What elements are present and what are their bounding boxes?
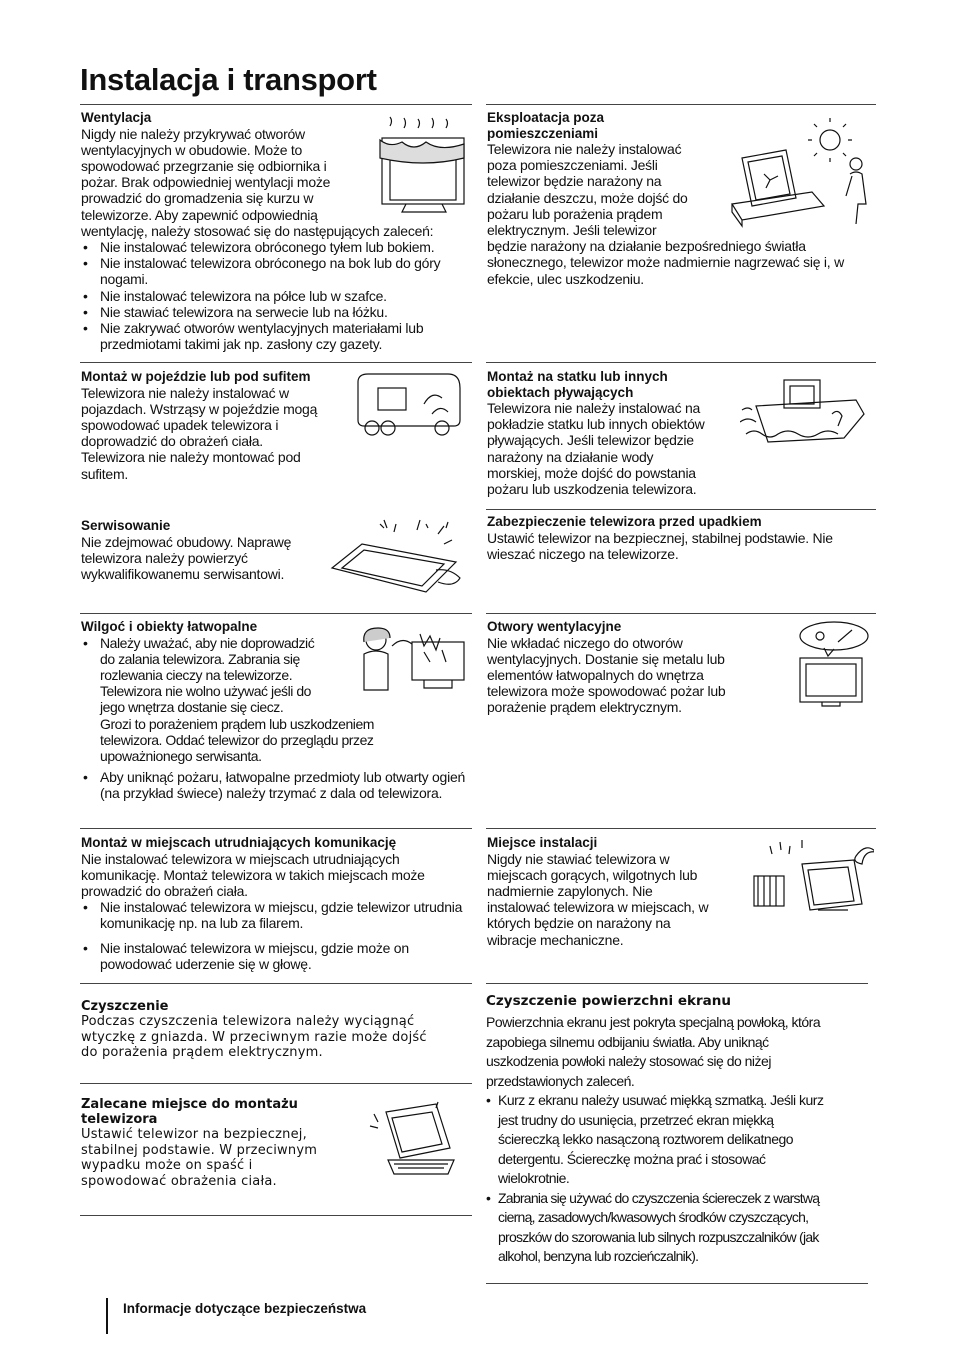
tv-repair-illustration <box>326 518 470 600</box>
section-ekran <box>486 994 881 1267</box>
text-line: Zabrania się używać do czyszczenia ściereczek z warstwą <box>498 1189 820 1206</box>
bullet-list <box>81 239 473 352</box>
text-line: wentylację, należy stosować się do następujących zaleceń: <box>81 222 434 239</box>
text-line: uszkodzenia powłoki należy stosować się do niżej <box>486 1053 771 1069</box>
text-line: Telewizora nie wolno używać jeśli do <box>100 683 312 700</box>
section-heading: telewizora <box>81 1112 158 1127</box>
text-line: telewizorze. Aby zapewnić odpowiednią <box>81 206 318 223</box>
text-line: pożar. Brak odpowiedniej wentylacji może <box>81 174 331 191</box>
list-item: • Należy uważać, aby nie doprowadzić do zalania telewizora. Zabrania się rozlewania cieczy na telewizorze. Telewizora nie wolno używać jeśli do jego wnętrza dostanie się ciecz. Grozi to porażeniem prądem lub uszkodzeniem telewizora. Oddać telewizor do przeglądu przez upoważnionego serwisanta. <box>81 635 473 765</box>
list-item: • Zabrania się używać do czyszczenia ściereczek z warstwą cierną, zasadowych/kwasowych środków czyszczących, proszków do szorowania lub silnych rozpuszczalników (jak alkohol, benzyna lub rozcieńczalnik). <box>486 1189 881 1267</box>
text-line: Grozi to porażeniem prądem lub uszkodzeniem <box>100 715 375 732</box>
text-line: telewizora należy powierzyć <box>81 549 248 566</box>
text-line: telewizor będzie narażony na <box>487 173 662 190</box>
text-line: Telewizora nie należy instalować <box>487 141 682 157</box>
text-line: Nie zdejmować obudowy. Naprawę <box>81 533 292 550</box>
text-line: doprowadzić do obrażeń ciała. <box>81 433 263 450</box>
text-line: sufitem. <box>81 465 129 482</box>
text-line: upoważnionego serwisanta. <box>100 747 262 764</box>
text-line: porażenie prądem elektrycznym. <box>487 699 682 716</box>
list-item: • Nie instalować telewizora na półce lub w szafce. <box>83 287 387 304</box>
divider <box>80 1083 472 1084</box>
bullet-list <box>81 899 473 972</box>
section-serwis <box>81 518 341 582</box>
text-line: jego wnętrza dostanie się ciecz. <box>100 699 284 716</box>
divider <box>80 362 472 363</box>
text-line: pływających. Jeśli telewizor będzie <box>487 432 694 449</box>
vent-openings-illustration <box>794 618 874 710</box>
section-heading: Czyszczenie <box>81 999 169 1014</box>
section-heading: pomieszczeniami <box>487 125 599 141</box>
text-line: jest trudny do usunięcia, przetrzeć ekran miękką <box>498 1111 774 1128</box>
section-heading: Montaż w pojeździe lub pod sufitem <box>81 369 311 384</box>
text-line: spowodować przegrzanie się odbiornika i <box>81 157 327 174</box>
section-miejsce <box>487 835 747 948</box>
section-heading: Montaż na statku lub innych <box>487 369 668 384</box>
text-line: spowodować obrażenia ciała. <box>81 1173 277 1189</box>
text-line: Telewizora nie należy instalować w <box>81 384 289 401</box>
list-item: • Nie zakrywać otworów wentylacyjnych materiałami lub przedmiotami takimi jak np. zasłony czy gazety. <box>83 319 424 353</box>
section-heading: Serwisowanie <box>81 518 171 533</box>
outdoor-tv-illustration <box>728 118 874 230</box>
text-line: spowodować upadek telewizora i <box>81 416 279 433</box>
section-heading: Montaż w miejscach utrudniających komunikację <box>81 835 397 850</box>
page-title: Instalacja i transport <box>80 62 377 97</box>
covered-tv-illustration <box>376 116 472 216</box>
section-heading: Czyszczenie powierzchni ekranu <box>486 993 731 1009</box>
text-line: nadmiernie zapylonych. Nie <box>487 882 653 899</box>
text-line: miejscach gorących, wilgotnych lub <box>487 866 698 883</box>
text-line: ściereczką lekko nasączoną roztworem delikatnego <box>498 1131 794 1147</box>
text-line: wentylacyjnych. Dostanie się metalu lub <box>487 650 725 667</box>
section-heading: Otwory wentylacyjne <box>487 619 622 634</box>
text-line: Nigdy nie stawiać telewizora w <box>487 850 670 867</box>
section-pojazd <box>81 369 351 482</box>
text-line: pokładzie statku lub innych obiektów <box>487 416 705 433</box>
text-line: elektrycznym. Jeśli telewizor <box>487 222 657 239</box>
installation-place-illustration <box>744 836 874 920</box>
list-item: • Aby uniknąć pożaru, łatwopalne przedmioty lub otwarty ogień (na przykład świece) należy trzymać z dala od telewizora. <box>83 769 466 802</box>
text-line: pojazdach. Wstrząsy w pojeździe mogą <box>81 400 318 417</box>
text-line: prowadzić do gromadzenia się kurzu w <box>81 190 314 207</box>
section-heading: Zabezpieczenie telewizora przed upadkiem <box>487 514 762 529</box>
text-line: telewizora może spowodować pożar lub <box>487 683 726 700</box>
divider <box>80 983 472 984</box>
text-line: wibracje mechaniczne. <box>487 931 624 948</box>
list-item: • Nie stawiać telewizora na serwecie lub na łóżku. <box>83 303 388 320</box>
text-line: wielokrotnie. <box>498 1170 570 1186</box>
boat-tv-illustration <box>740 376 872 450</box>
text-line: cierną, zasadowych/kwasowych środków czyszczących, <box>498 1209 809 1225</box>
text-line: narażony na działanie wody <box>487 448 654 465</box>
text-line: proszków do szorowania lub silnych rozpuszczalników (jak <box>498 1228 819 1245</box>
section-heading: Wilgoć i obiekty łatwopalne <box>81 619 258 634</box>
section-heading: Wentylacja <box>81 110 152 125</box>
text-line: wtyczkę z gniazda. W przeciwnym razie może dojść <box>81 1029 427 1045</box>
text-line: wykwalifikowanemu serwisantowi. <box>81 565 285 582</box>
text-line: wypadku może on spaść i <box>81 1158 253 1173</box>
section-upadek <box>487 514 877 562</box>
text-line: działanie deszczu, może dojść do <box>487 189 688 206</box>
divider <box>486 613 876 614</box>
text-line: Ustawić telewizor na bezpiecznej, <box>81 1127 307 1142</box>
text-line: Telewizora nie należy instalować na <box>487 400 701 416</box>
text-line: Należy uważać, aby nie doprowadzić <box>100 634 315 651</box>
section-heading: Miejsce instalacji <box>487 835 598 850</box>
footer-bar <box>106 1298 108 1334</box>
divider <box>80 613 472 614</box>
divider <box>486 509 876 510</box>
list-item: • Kurz z ekranu należy usuwać miękką szmatką. Jeśli kurz jest trudny do usunięcia, przetrzeć ekran miękką ściereczką lekko nasączoną roztworem delikatnego detergentu. Ściereczkę można prać i stosować wielokrotnie. <box>486 1091 881 1189</box>
footer-text: Informacje dotyczące bezpieczeństwa <box>123 1301 367 1316</box>
section-zalecane <box>81 1097 371 1189</box>
text-line: Nigdy nie należy przykrywać otworów <box>81 125 305 142</box>
divider <box>80 1215 472 1216</box>
text-line: do porażenia prądem elektrycznym. <box>81 1045 323 1060</box>
divider <box>80 104 472 105</box>
text-line: pożaru lub uszkodzenia telewizora. <box>487 481 697 498</box>
section-heading: Eksploatacja poza <box>487 110 605 125</box>
text-line: stabilnej podstawie. W przeciwnym <box>81 1142 318 1158</box>
text-line: elementów łatwopalnych do wnętrza <box>487 666 704 683</box>
unstable-tv-illustration <box>368 1100 468 1180</box>
text-line: Nie wkładać niczego do otworów <box>487 634 683 651</box>
list-item: • Nie instalować telewizora w miejscu, gdzie telewizor utrudnia komunikację np. na lub za filarem. <box>83 899 463 932</box>
text-line: poza pomieszczeniami. Jeśli <box>487 157 658 174</box>
section-text: Nie instalować telewizora w miejscach utrudniających komunikację. Montaż telewizora w takich miejscach może prowadzić do obrażeń ciała. <box>81 850 425 899</box>
liquid-spill-illustration <box>354 624 468 694</box>
section-komunikacja <box>81 835 473 972</box>
section-otwory <box>487 619 777 716</box>
text-line: których będzie on narażony na <box>487 915 671 932</box>
bullet-list <box>486 1091 881 1267</box>
divider <box>80 828 472 829</box>
text-line: alkohol, benzyna lub rozcieńczalnik). <box>498 1248 699 1264</box>
text-line: Podczas czyszczenia telewizora należy wyciągnąć <box>81 1014 415 1029</box>
text-line: zapobiega silnemu odbijaniu światła. Aby uniknąć <box>486 1033 769 1050</box>
list-item: • Nie instalować telewizora obróconego na bok lub do góry nogami. <box>83 255 441 288</box>
text-line: Telewizora nie należy montować pod <box>81 449 301 466</box>
divider <box>486 983 868 984</box>
section-czyszczenie <box>81 999 473 1061</box>
text-line: do zalania telewizora. Zabrania się <box>100 650 300 667</box>
text-line: pożaru lub porażenia prądem <box>487 205 663 222</box>
text-line: będzie narażony na działanie bezpośredniego światła słonecznego, telewizor może nadmiernie nagrzewać się i, w efekcie, ulec uszkodzeniu. <box>487 238 844 287</box>
section-heading: Zalecane miejsce do montażu <box>81 1097 298 1112</box>
list-item: • Nie instalować telewizora w miejscu, gdzie może on powodować uderzenie się w głowę. <box>83 939 409 972</box>
list-item: • Nie instalować telewizora obróconego tyłem lub bokiem. <box>83 238 435 255</box>
text-line: detergentu. Ściereczkę można prać i stosować <box>498 1150 766 1167</box>
section-heading: obiektach pływających <box>487 384 634 400</box>
divider <box>486 828 876 829</box>
text-line: Powierzchnia ekranu jest pokryta specjalną powłoką, która <box>486 1014 821 1030</box>
divider <box>486 104 876 105</box>
text-line: Kurz z ekranu należy usuwać miękką szmatką. Jeśli kurz <box>498 1092 824 1108</box>
section-text: Ustawić telewizor na bezpiecznej, stabilnej podstawie. Nie wieszać niczego na telewizorze. <box>487 529 833 562</box>
text-line: instalować telewizora w miejscach, w <box>487 899 709 916</box>
text-line: wentylacyjnych w obudowie. Może to <box>81 141 303 158</box>
text-line: rozlewania cieczy na telewizorze. <box>100 666 293 683</box>
divider <box>486 362 876 363</box>
text-line: telewizora. Oddać telewizor do przeglądu przez <box>100 731 374 748</box>
vehicle-tv-illustration <box>352 370 464 440</box>
section-statek <box>487 369 747 497</box>
text-line: morskiej, może dojść do powstania <box>487 464 696 481</box>
divider <box>486 1283 868 1284</box>
text-line: przedstawionych zaleceń. <box>486 1072 635 1089</box>
